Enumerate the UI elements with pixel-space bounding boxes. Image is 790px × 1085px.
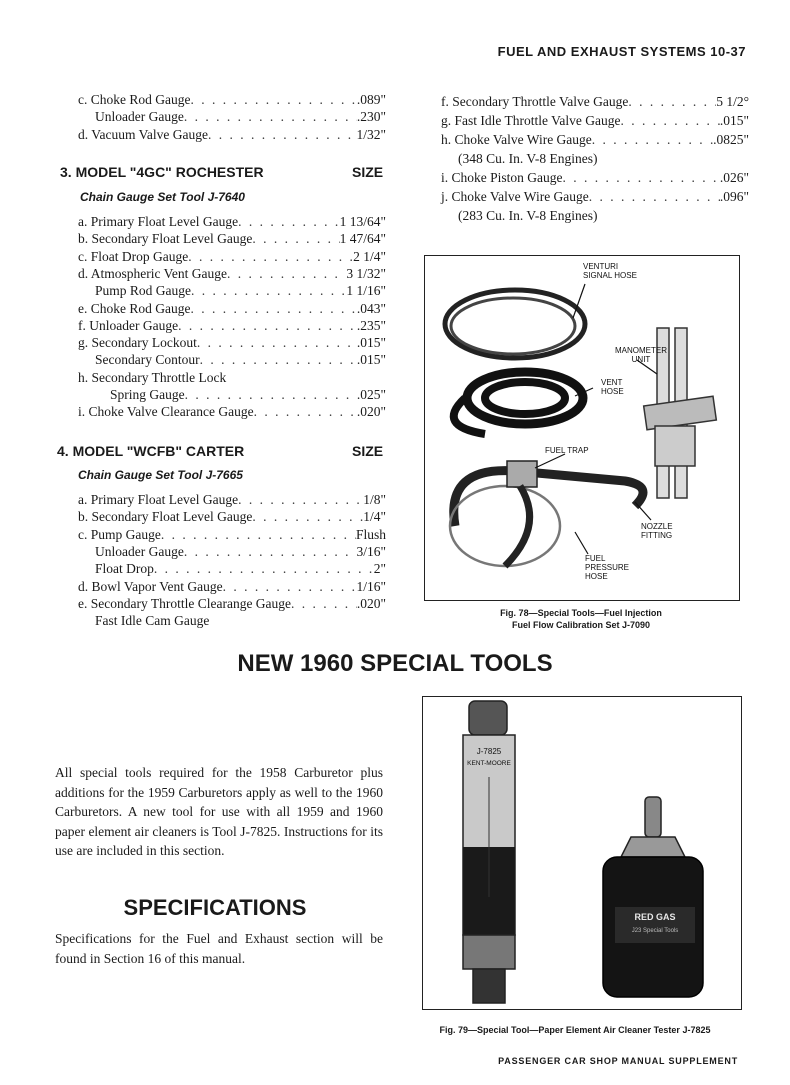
spec-row — [78, 230, 386, 247]
leader-dots — [188, 248, 353, 265]
figure-79 — [422, 696, 742, 1010]
figure-78-caption — [424, 607, 738, 631]
spec-row — [78, 369, 386, 386]
spec-label: Fast Idle Cam Gauge — [95, 613, 210, 629]
new-tools-paragraph: All special tools required for the 1958 Carburetor plus additions for the 1959 Carburetors apply as well to the 1960 Carburetors. A new tool for use with all 1959 and 1960 paper element air cleaners is Tool J-7825. Instructions for its use are included in this section. — [55, 765, 383, 858]
figure-78-caption-line1: Fig. 78—Special Tools—Fuel Injection — [500, 608, 662, 618]
leader-dots — [291, 595, 357, 612]
spec-value: .235" — [356, 317, 386, 333]
spec-value: 1/4" — [363, 509, 386, 525]
spec-label: h. Choke Valve Wire Gauge — [441, 132, 592, 147]
venturi-hose-label: VENTURI SIGNAL HOSE — [583, 262, 637, 280]
spec-row — [95, 282, 386, 299]
spec-label: d. Vacuum Valve Gauge — [78, 126, 208, 142]
spec-value: .0825" — [713, 132, 749, 147]
spec-row — [78, 126, 386, 143]
leader-dots — [184, 108, 357, 125]
tester-label-1: J-7825 — [476, 747, 502, 756]
spec-value: .015" — [356, 352, 386, 368]
spec-value: .015" — [719, 113, 749, 128]
spec-row — [78, 248, 386, 265]
leader-dots — [190, 300, 356, 317]
spec-row — [78, 300, 386, 317]
vent-hose-label: VENT HOSE — [601, 378, 624, 396]
leader-dots — [197, 334, 357, 351]
spec-value: .015" — [356, 335, 386, 351]
spec-row — [78, 526, 386, 543]
manometer-label: MANOMETER UNIT — [615, 346, 667, 364]
spec-value: .043" — [356, 300, 386, 316]
section3-subtitle: Chain Gauge Set Tool J-7640 — [80, 190, 245, 204]
air-cleaner-tester-illustration — [423, 697, 741, 1009]
specifications-paragraph: Specifications for the Fuel and Exhaust section will be found in Section 16 of this manual. — [55, 931, 383, 966]
spec-label: i. Choke Piston Gauge — [441, 170, 563, 185]
spec-label: Unloader Gauge — [95, 109, 184, 125]
leader-dots — [227, 265, 346, 282]
spec-row — [78, 334, 386, 351]
nozzle-fitting-label: NOZZLE FITTING — [641, 522, 673, 540]
spec-value: 1 13/64" — [339, 214, 386, 229]
leader-dots — [185, 386, 357, 403]
leader-dots — [191, 282, 346, 299]
figure-78-caption-line2: Fuel Flow Calibration Set J-7090 — [511, 620, 651, 630]
spec-value: .020" — [356, 404, 386, 420]
spec-row — [78, 317, 386, 334]
spec-label: Pump Rod Gauge — [95, 283, 191, 299]
spec-label: h. Secondary Throttle Lock — [78, 369, 227, 385]
spec-label: c. Float Drop Gauge — [78, 248, 189, 264]
leader-dots — [589, 188, 720, 205]
leader-dots — [238, 491, 363, 508]
spec-label: (283 Cu. In. V-8 Engines) — [458, 208, 598, 223]
leader-dots — [178, 317, 357, 334]
spec-value: 1/32" — [356, 126, 386, 142]
spec-row — [78, 213, 386, 230]
spec-value: 2" — [373, 561, 386, 577]
spec-row — [78, 91, 386, 108]
spec-value: 1 1/16" — [346, 283, 386, 299]
spec-label: f. Unloader Gauge — [78, 317, 179, 333]
leader-dots — [154, 560, 374, 577]
spec-label: g. Secondary Lockout — [78, 335, 197, 351]
spec-row — [441, 188, 749, 205]
specifications-title: SPECIFICATIONS — [123, 895, 307, 920]
spec-label: a. Primary Float Level Gauge — [78, 492, 239, 507]
spec-row — [78, 595, 386, 612]
spec-row — [95, 351, 386, 368]
spec-value: .230" — [356, 109, 386, 125]
spec-value: .026" — [719, 170, 749, 185]
spec-row — [441, 93, 749, 110]
spec-label: c. Pump Gauge — [78, 526, 161, 542]
spec-row — [78, 508, 386, 525]
leader-dots — [252, 508, 363, 525]
spec-row — [78, 491, 386, 508]
new-tools-title: NEW 1960 SPECIAL TOOLS — [237, 650, 553, 677]
figure-78 — [424, 255, 740, 601]
section4-title: 4. MODEL "WCFB" CARTER — [57, 443, 245, 459]
spec-value: 3/16" — [356, 543, 386, 559]
spec-label: c. Choke Rod Gauge — [78, 92, 191, 107]
section3-title: 3. MODEL "4GC" ROCHESTER — [60, 164, 264, 180]
spec-row — [441, 112, 749, 129]
spec-row — [78, 403, 386, 420]
leader-dots — [238, 213, 340, 230]
spec-value: 3 1/32" — [346, 265, 386, 281]
section4-subtitle: Chain Gauge Set Tool J-7665 — [78, 468, 243, 482]
spec-label: b. Secondary Float Level Gauge — [78, 509, 253, 525]
tester-label-2: KENT-MOORE — [467, 760, 511, 767]
spec-label: Secondary Contour — [95, 352, 200, 368]
leader-dots — [223, 578, 357, 595]
spec-value: 5 1/2° — [716, 94, 749, 109]
spec-row — [95, 560, 386, 577]
spec-row — [78, 265, 386, 282]
spec-label: i. Choke Valve Clearance Gauge — [78, 404, 254, 420]
section3-size-label: SIZE — [352, 164, 384, 180]
spec-row — [458, 207, 749, 224]
spec-label: Float Drop — [95, 561, 154, 577]
spec-value: .025" — [356, 387, 386, 402]
leader-dots — [628, 93, 716, 110]
fuel-flow-set-illustration — [425, 256, 739, 600]
page-footer: PASSENGER CAR SHOP MANUAL SUPPLEMENT — [498, 1056, 738, 1066]
leader-dots — [592, 131, 713, 148]
spec-label: d. Atmospheric Vent Gauge — [78, 265, 227, 281]
spec-row — [110, 386, 386, 403]
spec-row — [441, 169, 749, 186]
spec-label: Unloader Gauge — [95, 543, 184, 559]
spec-label: e. Choke Rod Gauge — [78, 300, 191, 316]
spec-row — [95, 612, 386, 629]
spec-value: .096" — [719, 189, 749, 204]
spec-label: (348 Cu. In. V-8 Engines) — [458, 151, 598, 166]
spec-value: 1/8" — [363, 492, 386, 507]
spec-value: 1/16" — [356, 578, 386, 594]
spec-value: 1 47/64" — [339, 231, 386, 247]
fuel-trap-label: FUEL TRAP — [545, 446, 589, 455]
spec-row — [95, 108, 386, 125]
spec-label: b. Secondary Float Level Gauge — [78, 231, 253, 247]
spec-label: a. Primary Float Level Gauge — [78, 214, 239, 229]
leader-dots — [184, 543, 357, 560]
spec-value: .089" — [356, 92, 386, 107]
spec-row — [441, 131, 749, 148]
leader-dots — [161, 526, 356, 543]
section4-size-label: SIZE — [352, 443, 384, 459]
spec-label: Spring Gauge — [110, 387, 185, 402]
spec-row — [78, 578, 386, 595]
spec-label: e. Secondary Throttle Clearange Gauge — [78, 595, 292, 611]
figure-79-caption: Fig. 79—Special Tool—Paper Element Air Cleaner Tester J-7825 — [439, 1025, 711, 1035]
leader-dots — [208, 126, 357, 143]
spec-value: .020" — [356, 595, 386, 611]
spec-label: g. Fast Idle Throttle Valve Gauge — [441, 113, 621, 128]
spec-value: 2 1/4" — [353, 248, 386, 264]
leader-dots — [200, 351, 357, 368]
spec-label: d. Bowl Vapor Vent Gauge — [78, 578, 223, 594]
spec-row — [95, 543, 386, 560]
bottle-label-2: J23 Special Tools — [631, 928, 679, 934]
spec-value: Flush — [355, 526, 386, 542]
leader-dots — [254, 403, 357, 420]
spec-label: f. Secondary Throttle Valve Gauge — [441, 94, 629, 109]
bottle-label-1: RED GAS — [634, 912, 676, 922]
leader-dots — [563, 169, 720, 186]
leader-dots — [620, 112, 719, 129]
leader-dots — [190, 91, 356, 108]
spec-label: j. Choke Valve Wire Gauge — [441, 189, 589, 204]
spec-row — [458, 150, 749, 167]
leader-dots — [252, 230, 339, 247]
page-header: FUEL AND EXHAUST SYSTEMS 10-37 — [497, 44, 746, 59]
fuel-pressure-hose-label: FUEL PRESSURE HOSE — [585, 554, 630, 581]
